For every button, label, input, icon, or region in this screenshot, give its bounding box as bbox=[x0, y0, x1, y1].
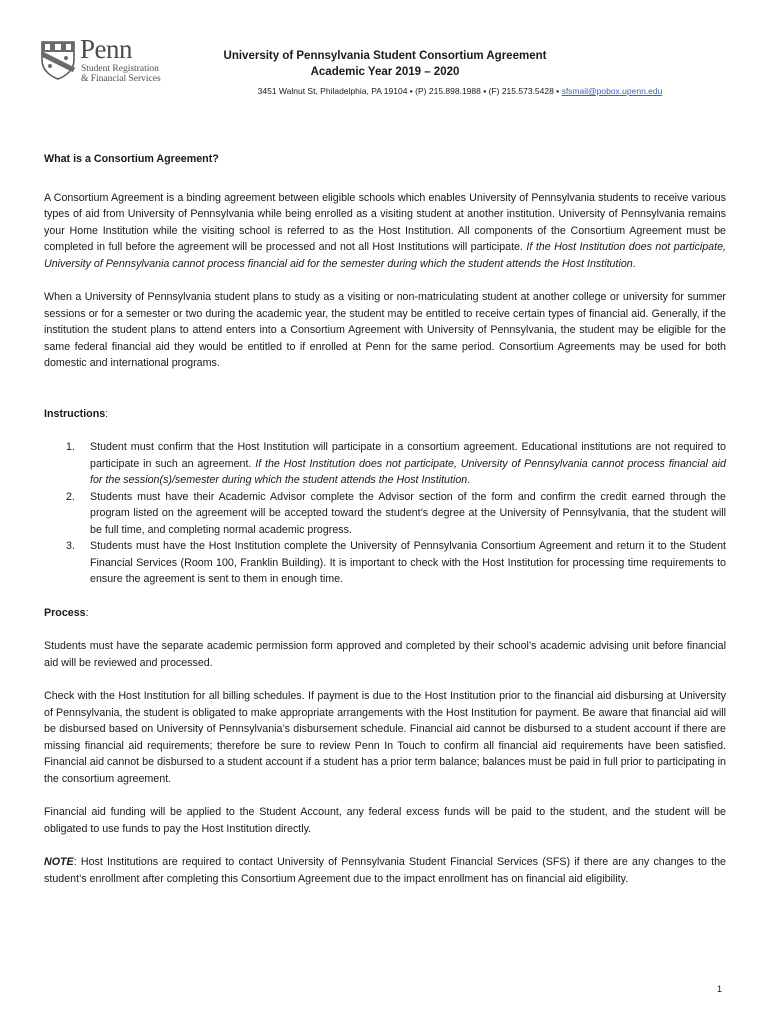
instructions-list bbox=[44, 439, 726, 588]
email-link[interactable]: sfsmail@pobox.upenn.edu bbox=[561, 86, 663, 96]
instructions-heading-colon: : bbox=[105, 407, 109, 420]
list-item-italic-text: If the Host Institution does not participate, University of Pennsylvania cannot process financial aid for the session(s)/semester during which the student attends the Host Institution bbox=[90, 457, 726, 486]
page-number: 1 bbox=[717, 984, 723, 994]
process-heading-text: Process bbox=[44, 606, 86, 619]
list-item bbox=[44, 538, 726, 588]
penn-shield-icon bbox=[40, 40, 76, 80]
list-item-text: Student must confirm that the Host Institution will participate in a consortium agreement. Educational institutions are not required to participate in such an agreement. bbox=[90, 441, 726, 470]
list-item-number: 1. bbox=[66, 441, 75, 453]
list-item-number: 2. bbox=[66, 490, 75, 503]
document-header bbox=[200, 48, 570, 80]
note-text: : Host Institutions are required to contact University of Pennsylvania Student Financial Services (SFS) if there are any changes to the student’s enrollment after completing this Consortium Agreement due to the impact enrollment has on financial aid eligibility. bbox=[44, 856, 726, 885]
paragraph-billing: Check with the Host Institution for all billing schedules. If payment is due to the Host Institution prior to the financial aid disbursing at University of Pennsylvania, the student is obligated to make appropriate arrangements with the Host Institution for payment. Be aware that financial aid will be disbursed based on University of Pennsylvania’s disbursement schedule. Financial aid cannot be disbursed to a student account if there are missing financial aid requirements; therefore be sure to review Penn In Touch to confirm all financial aid requirements have been satisfied. Financial aid cannot be disbursed to a student account if a student has a prior term balance; balances must be paid in full prior to participating in the consortium agreement. bbox=[44, 690, 726, 785]
document-body bbox=[44, 151, 726, 887]
list-item-text: Students must have their Academic Advisor complete the Advisor section of the form and confirm the credit earned through the program listed on the agreement will be accepted toward the student’s degree at the University of Pennsylvania, that the student will be full time, and completing normal academic progress. bbox=[90, 490, 726, 536]
list-item-number: 3. bbox=[66, 540, 75, 552]
paragraph-funding: Financial aid funding will be applied to the Student Account, any federal excess funds will be paid to the student, and the student will be obligated to use funds to pay the Host Institution directly. bbox=[44, 806, 726, 835]
logo-department bbox=[81, 64, 161, 84]
section-heading-process bbox=[44, 605, 726, 622]
note-label: NOTE bbox=[44, 856, 74, 868]
definition-italic-text: If the Host Institution does not participate, University of Pennsylvania cannot process financial aid for the semester during which the student attends the Host Institution bbox=[44, 241, 726, 270]
paragraph-definition bbox=[44, 190, 726, 273]
logo-dept-line-1: Student Registration bbox=[81, 64, 159, 74]
definition-period: . bbox=[632, 257, 636, 270]
academic-year: Academic Year 2019 – 2020 bbox=[310, 66, 460, 78]
paragraph-note bbox=[44, 854, 726, 887]
list-item bbox=[44, 439, 726, 489]
instructions-heading-text: Instructions bbox=[44, 407, 106, 420]
definition-text: A Consortium Agreement is a binding agreement between eligible schools which enables University of Pennsylvania students to receive various types of aid from University of Pennsylvania while being enrolled as a visiting student at another institution. University of Pennsylvania remains your Home Institution while the visiting school is referred to as the Host Institution. All components of the Consortium Agreement must be completed in full before the agreement will be processed and not all Host Institutions will participate. bbox=[44, 191, 726, 253]
logo-wordmark: Penn bbox=[80, 34, 132, 64]
paragraph-eligibility: When a University of Pennsylvania student plans to study as a visiting or non-matriculating student at another college or university for summer sessions or for a semester or two during the academic year, the student may be entitled to receive certain types of financial aid. Generally, if the institution the student plans to attend enters into a Consortium Agreement with University of Pennsylvania, the student may be eligible for the same federal financial aid they would be entitled to if enrolled at Penn for the same period. Consortium Agreements may be used for both domestic and international programs. bbox=[44, 291, 726, 369]
document-title: University of Pennsylvania Student Consortium Agreement bbox=[223, 50, 547, 62]
contact-line bbox=[200, 86, 720, 96]
logo-dept-line-2: & Financial Services bbox=[81, 74, 161, 84]
address-text: 3451 Walnut St, Philadelphia, PA 19104 ▪ (P) 215.898.1988 ▪ (F) 215.573.5428 ▪ bbox=[257, 86, 562, 96]
list-item-period: . bbox=[467, 474, 471, 486]
process-heading-colon: : bbox=[85, 606, 89, 619]
penn-logo bbox=[40, 34, 190, 88]
paragraph-permission-form: Students must have the separate academic permission form approved and completed by their school’s academic advising unit before financial aid will be reviewed and processed. bbox=[44, 640, 726, 669]
list-item-text: Students must have the Host Institution complete the University of Pennsylvania Consortium Agreement and return it to the Student Financial Services (Room 100, Franklin Building). It is important to check with the Host Institution for processing time requirements to ensure the agreement is sent to them in enough time. bbox=[90, 540, 726, 585]
section-heading-consortium: What is a Consortium Agreement? bbox=[44, 153, 219, 165]
list-item bbox=[44, 489, 726, 539]
section-heading-instructions bbox=[44, 406, 726, 423]
